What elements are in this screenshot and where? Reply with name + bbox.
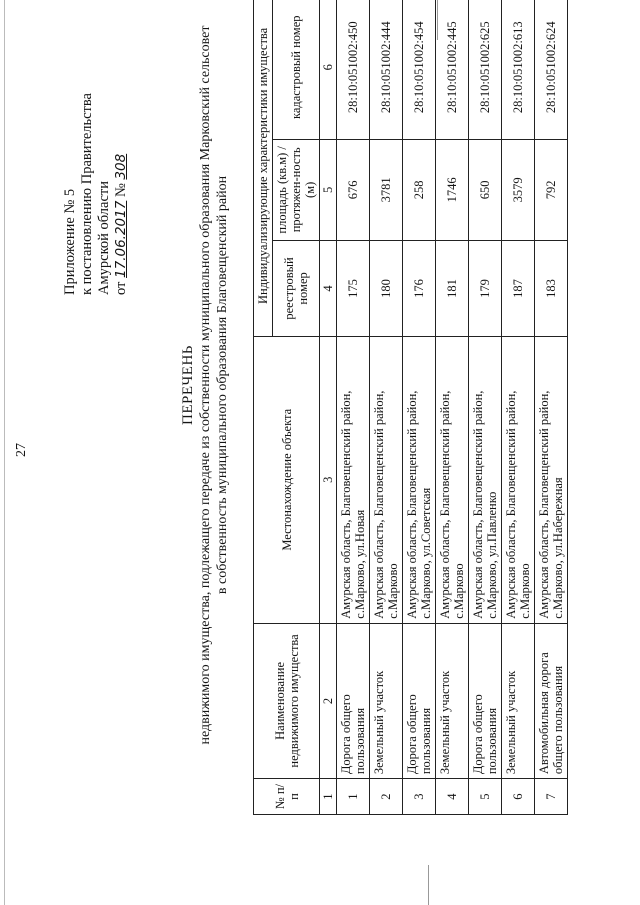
cell-area: 650 bbox=[469, 139, 502, 241]
cell-location: Амурская область, Благовещенский район, с.Марково, ул.Павленко bbox=[469, 336, 502, 623]
cell-registry: 187 bbox=[502, 241, 535, 337]
cell-cadastral: 28:10:051002:613 bbox=[502, 0, 535, 139]
header-location: Местонахождение объекта bbox=[254, 336, 320, 623]
handwritten-date: 17.06.2017 bbox=[113, 200, 129, 278]
cell-name: Дорога общего пользования bbox=[337, 623, 370, 778]
table-row bbox=[469, 0, 502, 815]
column-number: 4 bbox=[320, 241, 337, 337]
cell-name: Земельный участок bbox=[436, 623, 469, 778]
cell-num: 7 bbox=[535, 779, 568, 815]
cell-name: Земельный участок bbox=[370, 623, 403, 778]
table-row bbox=[535, 0, 568, 815]
cell-area: 3579 bbox=[502, 139, 535, 241]
cell-area: 258 bbox=[403, 139, 436, 241]
cell-num: 4 bbox=[436, 779, 469, 815]
column-numbers-row bbox=[320, 0, 337, 815]
cell-registry: 175 bbox=[337, 241, 370, 337]
cell-area: 1746 bbox=[436, 139, 469, 241]
cell-location: Амурская область, Благовещенский район, с.Марково bbox=[502, 336, 535, 623]
cell-num: 2 bbox=[370, 779, 403, 815]
cell-location: Амурская область, Благовещенский район, с.Марково bbox=[370, 336, 403, 623]
table-row bbox=[436, 0, 469, 815]
cell-cadastral: 28:10:051002:450 bbox=[337, 0, 370, 139]
header-characteristics: Индивидуализирующие характеристики имущества bbox=[254, 0, 273, 336]
cell-cadastral: 28:10:051002:625 bbox=[469, 0, 502, 139]
table-row bbox=[403, 0, 436, 815]
appendix-block bbox=[62, 5, 130, 295]
header-area: площадь (кв.м) / протяжен-ность (м) bbox=[273, 139, 320, 241]
column-number: 2 bbox=[320, 623, 337, 778]
table-row bbox=[337, 0, 370, 815]
header-cadastral: кадастровый номер bbox=[273, 0, 320, 139]
cell-cadastral: 28:10:051002:624 bbox=[535, 0, 568, 139]
cell-registry: 180 bbox=[370, 241, 403, 337]
cell-cadastral: 28:10:051002:444 bbox=[370, 0, 403, 139]
date-prefix: от bbox=[113, 281, 129, 295]
header-name: Наименование недвижимого имущества bbox=[254, 623, 320, 778]
cell-cadastral: 28:10:051002:445 bbox=[436, 0, 469, 139]
appendix-line: к постановлению Правительства bbox=[79, 93, 95, 295]
cell-registry: 183 bbox=[535, 241, 568, 337]
table-row bbox=[502, 0, 535, 815]
header-registry: реестровый номер bbox=[273, 241, 320, 337]
cell-location: Амурская область, Благовещенский район, с.Марково bbox=[436, 336, 469, 623]
appendix-line: Амурской области bbox=[96, 181, 112, 295]
cell-area: 676 bbox=[337, 139, 370, 241]
title-line: недвижимого имущества, подлежащего передаче из собственности муниципального образования Марковский сельсовет bbox=[198, 25, 213, 745]
cell-location: Амурская область, Благовещенский район, с.Марково, ул.Новая bbox=[337, 336, 370, 623]
cell-registry: 176 bbox=[403, 241, 436, 337]
cell-location: Амурская область, Благовещенский район, с.Марково, ул.Советская bbox=[403, 336, 436, 623]
cell-area: 792 bbox=[535, 139, 568, 241]
column-number: 6 bbox=[320, 0, 337, 139]
cell-registry: 181 bbox=[436, 241, 469, 337]
cell-num: 6 bbox=[502, 779, 535, 815]
cell-num: 1 bbox=[337, 779, 370, 815]
cell-name: Дорога общего пользования bbox=[469, 623, 502, 778]
cell-name: Дорога общего пользования bbox=[403, 623, 436, 778]
column-number: 3 bbox=[320, 336, 337, 623]
title-line: в собственность муниципального образования Благовещенский район bbox=[215, 175, 230, 595]
appendix-line: Приложение № 5 bbox=[62, 188, 78, 295]
cell-cadastral: 28:10:051002:454 bbox=[403, 0, 436, 139]
cell-registry: 179 bbox=[469, 241, 502, 337]
header-num: № п/п bbox=[254, 779, 320, 815]
cell-num: 3 bbox=[403, 779, 436, 815]
document-title bbox=[180, 0, 231, 785]
title-main: ПЕРЕЧЕНЬ bbox=[180, 345, 196, 425]
cell-location: Амурская область, Благовещенский район, с.Марково, ул.Набережная bbox=[535, 336, 568, 623]
cell-name: Автомобильная дорога общего пользования bbox=[535, 623, 568, 778]
cell-area: 3781 bbox=[370, 139, 403, 241]
property-table bbox=[253, 0, 568, 815]
table-row bbox=[370, 0, 403, 815]
page-number: 27 bbox=[14, 443, 29, 457]
column-number: 5 bbox=[320, 139, 337, 241]
appendix-date-line bbox=[113, 5, 130, 295]
number-prefix: № bbox=[113, 183, 129, 198]
cell-name: Земельный участок bbox=[502, 623, 535, 778]
cell-num: 5 bbox=[469, 779, 502, 815]
column-number: 1 bbox=[320, 779, 337, 815]
handwritten-number: 308 bbox=[113, 153, 129, 180]
